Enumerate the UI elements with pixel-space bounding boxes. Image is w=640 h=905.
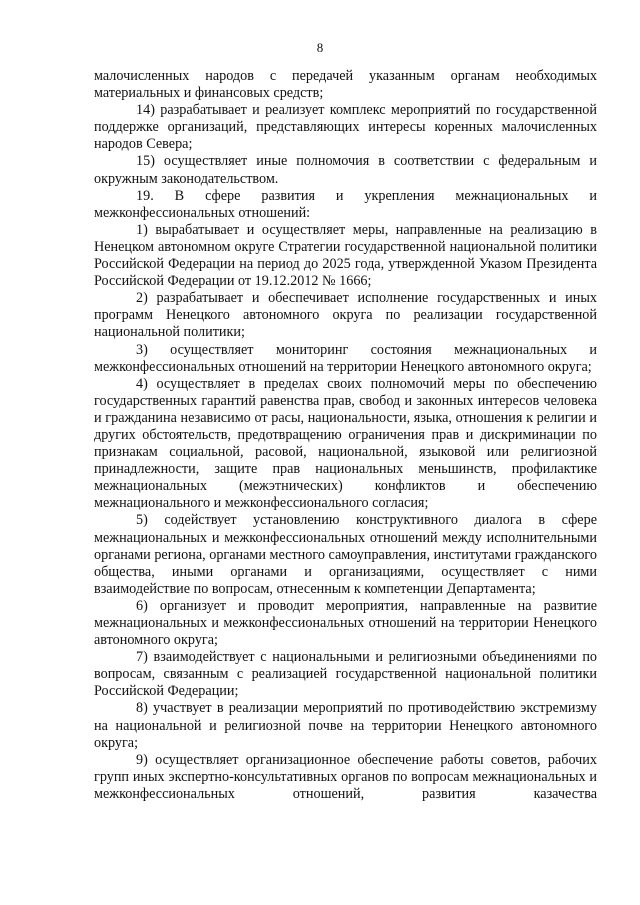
document-body <box>94 68 597 803</box>
paragraph-item-4: 4) осуществляет в пределах своих полномочий меры по обеспечению государственных гарантий равенства прав, свобод и законных интересов человека и гражданина независимо от расы, национальности, языка, отношения к религии и других обстоятельств, предотвращению ограничения прав и дискриминации по признакам социальной, расовой, национальной, языковой или религиозной принадлежности, защите прав национальных меньшинств, профилактике межнациональных (межэтнических) конфликтов и обеспечению межнационального и межконфессионального согласия; <box>94 375 597 512</box>
paragraph-item-14: 14) разрабатывает и реализует комплекс мероприятий по государственной поддержке организаций, представляющих интересы коренных малочисленных народов Севера; <box>94 102 597 153</box>
paragraph-item-9: 9) осуществляет организационное обеспечение работы советов, рабочих групп иных экспертно-консультативных органов по вопросам межнациональных и межконфессиональных отношений, развития казачества <box>94 751 597 802</box>
page-number: 8 <box>316 40 324 55</box>
paragraph-item-3: 3) осуществляет мониторинг состояния межнациональных и межконфессиональных отношений на территории Ненецкого автономного округа; <box>94 341 597 375</box>
paragraph-item-5: 5) содействует установлению конструктивного диалога в сфере межнациональных и межконфессиональных отношений между исполнительными органами региона, органами местного самоуправления, институтами гражданского общества, иными органами и организациями, осуществляет с ними взаимодействие по вопросам, отнесенным к компетенции Департамента; <box>94 512 597 597</box>
section-19-heading: 19. В сфере развития и укрепления межнациональных и межконфессиональных отношений: <box>94 187 597 221</box>
paragraph-item-2: 2) разрабатывает и обеспечивает исполнение государственных и иных программ Ненецкого автономного округа по реализации государственной национальной политики; <box>94 290 597 341</box>
paragraph-item-7: 7) взаимодействует с национальными и религиозными объединениями по вопросам, связанным с реализацией государственной национальной политики Российской Федерации; <box>94 649 597 700</box>
paragraph-continuation: малочисленных народов с передачей указанным органам необходимых материальных и финансовых средств; <box>94 68 597 102</box>
paragraph-item-1: 1) вырабатывает и осуществляет меры, направленные на реализацию в Ненецком автономном округе Стратегии государственной национальной политики Российской Федерации на период до 2025 года, утвержденной Указом Президента Российской Федерации от 19.12.2012 № 1666; <box>94 221 597 290</box>
paragraph-item-6: 6) организует и проводит мероприятия, направленные на развитие межнациональных и межконфессиональных отношений на территории Ненецкого автономного округа; <box>94 597 597 649</box>
paragraph-item-8: 8) участвует в реализации мероприятий по противодействию экстремизму на национальной и религиозной почве на территории Ненецкого автономного округа; <box>94 700 597 751</box>
paragraph-item-15: 15) осуществляет иные полномочия в соответствии с федеральным и окружным законодательством. <box>94 153 597 187</box>
